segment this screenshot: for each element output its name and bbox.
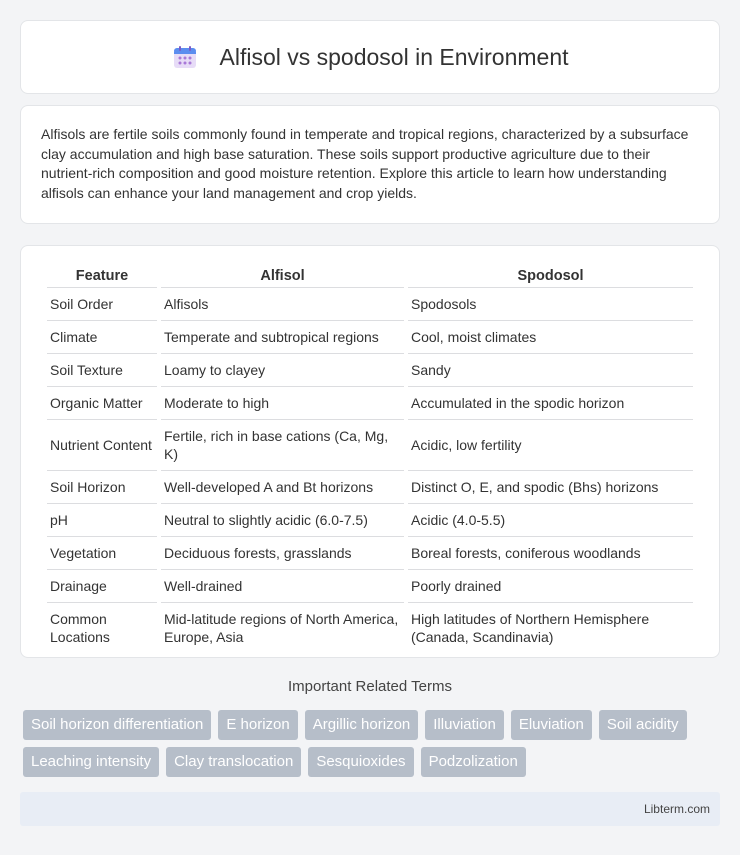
table-row	[47, 420, 693, 471]
related-terms-title: Important Related Terms	[288, 678, 452, 695]
cell-feature: Organic Matter	[47, 387, 157, 420]
cell-feature: pH	[47, 504, 157, 537]
table-header-row	[47, 264, 693, 288]
page-title: Alfisol vs spodosol in Environment	[219, 43, 569, 70]
cell-feature: Soil Order	[47, 288, 157, 321]
cell-feature: Climate	[47, 321, 157, 354]
footer	[20, 792, 720, 826]
table-row	[47, 471, 693, 504]
related-term-tag[interactable]: Eluviation	[511, 710, 592, 740]
cell-spodosol: Poorly drained	[408, 570, 693, 603]
related-term-tag[interactable]: Sesquioxides	[308, 747, 413, 777]
cell-feature: Nutrient Content	[47, 420, 157, 471]
cell-feature: Soil Horizon	[47, 471, 157, 504]
cell-alfisol: Neutral to slightly acidic (6.0-7.5)	[161, 504, 404, 537]
cell-feature: Common Locations	[50, 611, 110, 645]
table-row	[47, 537, 693, 570]
table-row	[47, 387, 693, 420]
cell-spodosol: Spodosols	[408, 288, 693, 321]
related-term-tag[interactable]: Clay translocation	[166, 747, 301, 777]
table-row	[47, 504, 693, 537]
cell-alfisol: Well-developed A and Bt horizons	[161, 471, 404, 504]
comparison-table	[43, 264, 697, 653]
related-term-tag[interactable]: Argillic horizon	[305, 710, 419, 740]
header-alfisol: Alfisol	[161, 264, 404, 288]
footer-link[interactable]: Libterm.com	[643, 802, 710, 816]
cell-alfisol: Mid-latitude regions of North America, Europe, Asia	[164, 611, 399, 645]
cell-spodosol: High latitudes of Northern Hemisphere (Canada, Scandinavia)	[411, 611, 650, 645]
cell-alfisol: Temperate and subtropical regions	[161, 321, 404, 354]
related-terms-list	[23, 710, 723, 777]
cell-alfisol: Moderate to high	[161, 387, 404, 420]
cell-alfisol: Loamy to clayey	[161, 354, 404, 387]
related-term-tag[interactable]: Leaching intensity	[23, 747, 159, 777]
table-row	[47, 321, 693, 354]
related-term-tag[interactable]: Soil horizon differentiation	[23, 710, 211, 740]
related-term-tag[interactable]: Soil acidity	[599, 710, 687, 740]
header-spodosol: Spodosol	[408, 264, 693, 288]
cell-spodosol: Cool, moist climates	[408, 321, 693, 354]
header-feature: Feature	[47, 264, 157, 288]
cell-spodosol: Boreal forests, coniferous woodlands	[408, 537, 693, 570]
cell-alfisol: Deciduous forests, grasslands	[161, 537, 404, 570]
cell-alfisol: Alfisols	[161, 288, 404, 321]
table-row	[47, 570, 693, 603]
intro-card	[20, 105, 720, 224]
cell-spodosol: Sandy	[408, 354, 693, 387]
table-row	[47, 288, 693, 321]
related-term-tag[interactable]: Podzolization	[421, 747, 526, 777]
cell-spodosol: Acidic, low fertility	[408, 420, 693, 471]
cell-feature: Soil Texture	[47, 354, 157, 387]
comparison-table-card	[20, 245, 720, 658]
cell-spodosol: Distinct O, E, and spodic (Bhs) horizons	[408, 471, 693, 504]
related-term-tag[interactable]: E horizon	[218, 710, 297, 740]
cell-spodosol: Acidic (4.0-5.5)	[408, 504, 693, 537]
intro-text: Alfisols are fertile soils commonly found in temperate and tropical regions, characterized by a subsurface clay accumulation and high base saturation. These soils support productive agriculture due to their nutrient-rich composition and good moisture retention. Explore this article to learn how understanding alfisols can enhance your land management and crop yields.	[41, 126, 689, 201]
calendar-icon	[172, 44, 198, 70]
related-term-tag[interactable]: Illuviation	[425, 710, 504, 740]
header-card	[20, 20, 720, 94]
cell-alfisol: Fertile, rich in base cations (Ca, Mg, K)	[161, 420, 404, 471]
table-row	[47, 354, 693, 387]
cell-feature: Drainage	[47, 570, 157, 603]
cell-feature: Vegetation	[47, 537, 157, 570]
table-row	[47, 603, 693, 653]
cell-alfisol: Well-drained	[161, 570, 404, 603]
cell-spodosol: Accumulated in the spodic horizon	[408, 387, 693, 420]
